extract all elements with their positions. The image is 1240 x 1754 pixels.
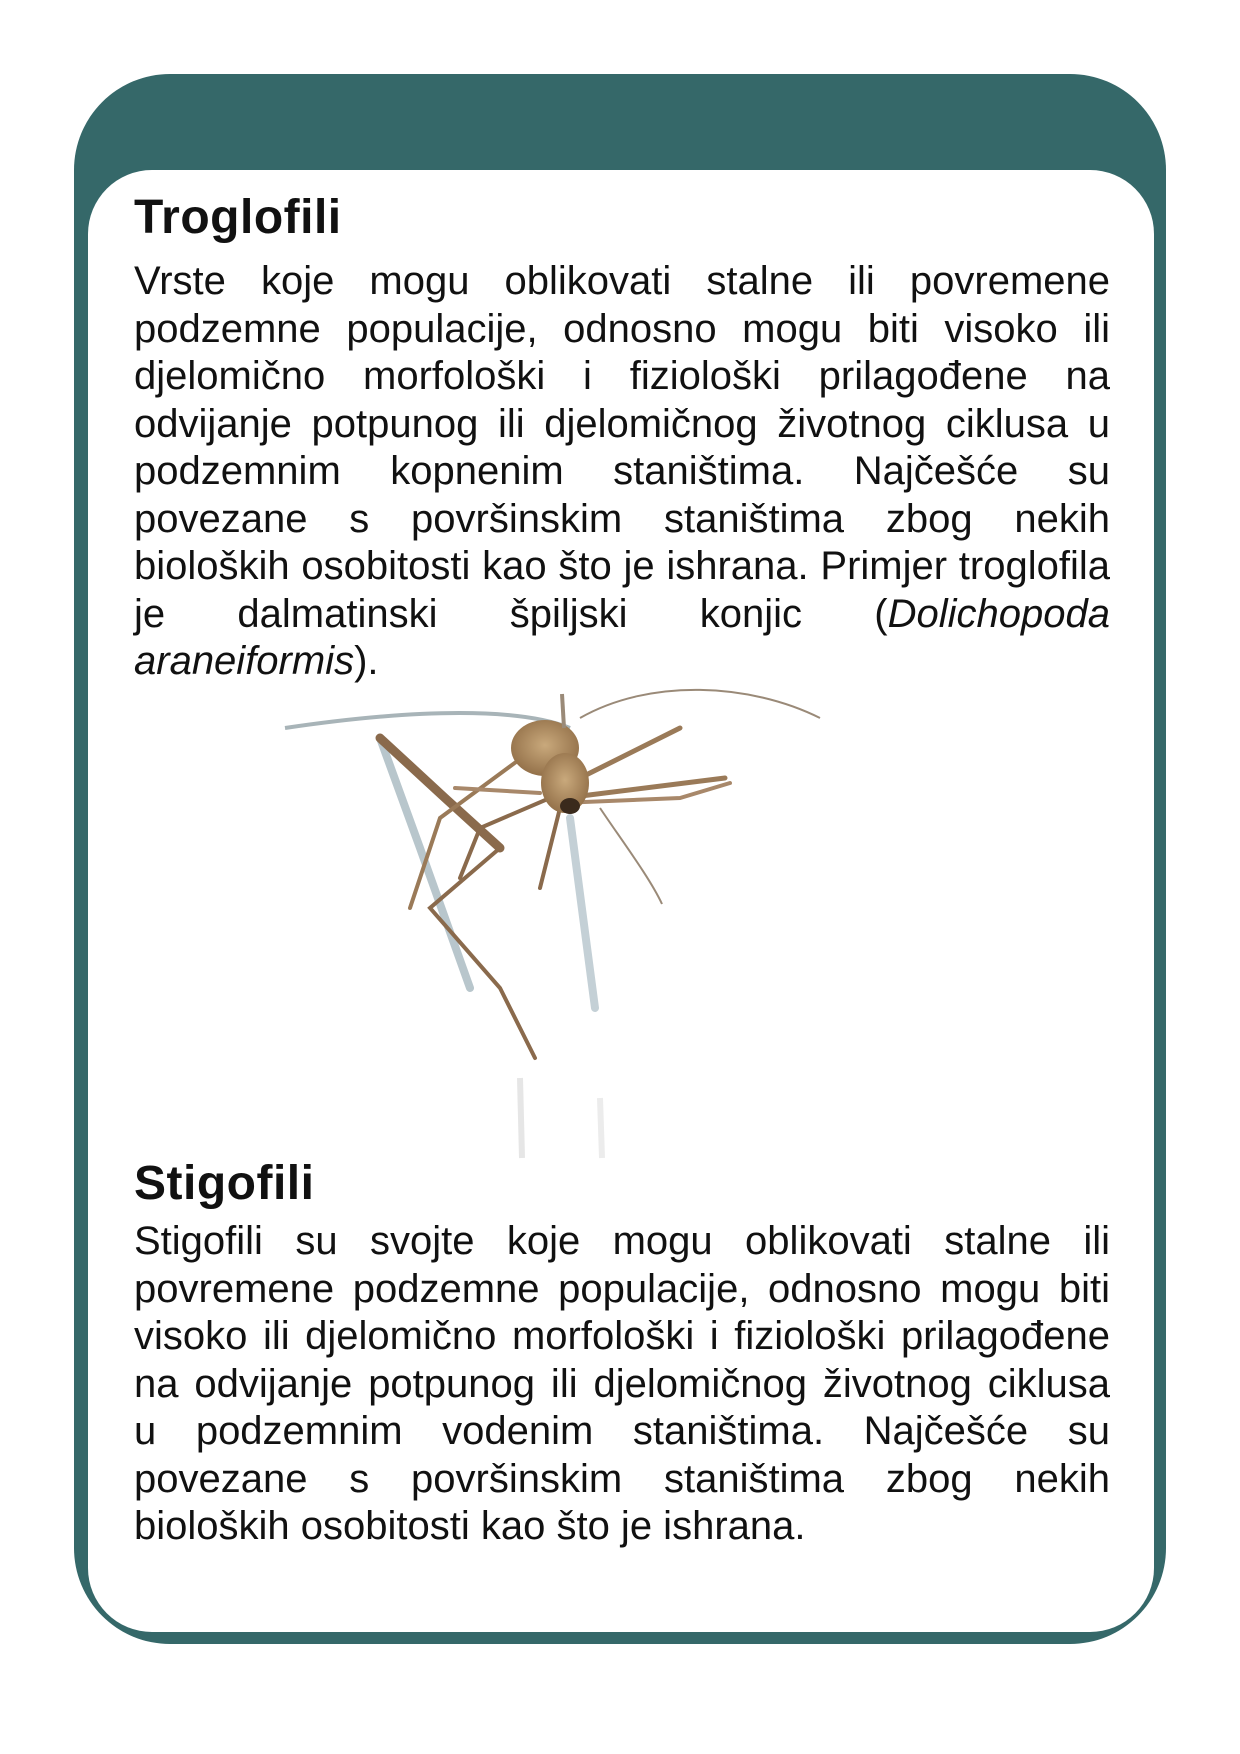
text-part-1: Vrste koje mogu oblikovati stalne ili povremene podzemne populacije, odnosno mogu biti visoko ili djelomično morfološki i fiziološki prilagođene na odvijanje potpunog ili djelomičnog životnog ciklusa u podzemnim kopnenim staništima. Najčešće su povezane s površinskim staništima zbog nekih bioloških osobitosti kao što je ishrana. Primjer troglofila je dalmatinski špiljski konjic (	[134, 259, 1110, 636]
section-text-troglofili	[134, 258, 1110, 686]
species-name: Dolichopoda araneiformis	[134, 591, 1110, 683]
text-part-2: ).	[354, 639, 379, 683]
section-title-troglofili: Troglofili	[134, 191, 342, 244]
cave-cricket-photo	[270, 688, 930, 1208]
section-text-stigofili: Stigofili su svojte koje mogu oblikovati stalne ili povremene podzemne populacije, odnosno mogu biti visoko ili djelomično morfološki i fiziološki prilagođene na odvijanje potpunog ili djelomičnog životnog ciklusa u podzemnim vodenim staništima. Najčešće su povezane s površinskim staništima zbog nekih bioloških osobitosti kao što je ishrana.	[134, 1219, 1110, 1548]
section-title-stigofili: Stigofili	[134, 1157, 315, 1210]
